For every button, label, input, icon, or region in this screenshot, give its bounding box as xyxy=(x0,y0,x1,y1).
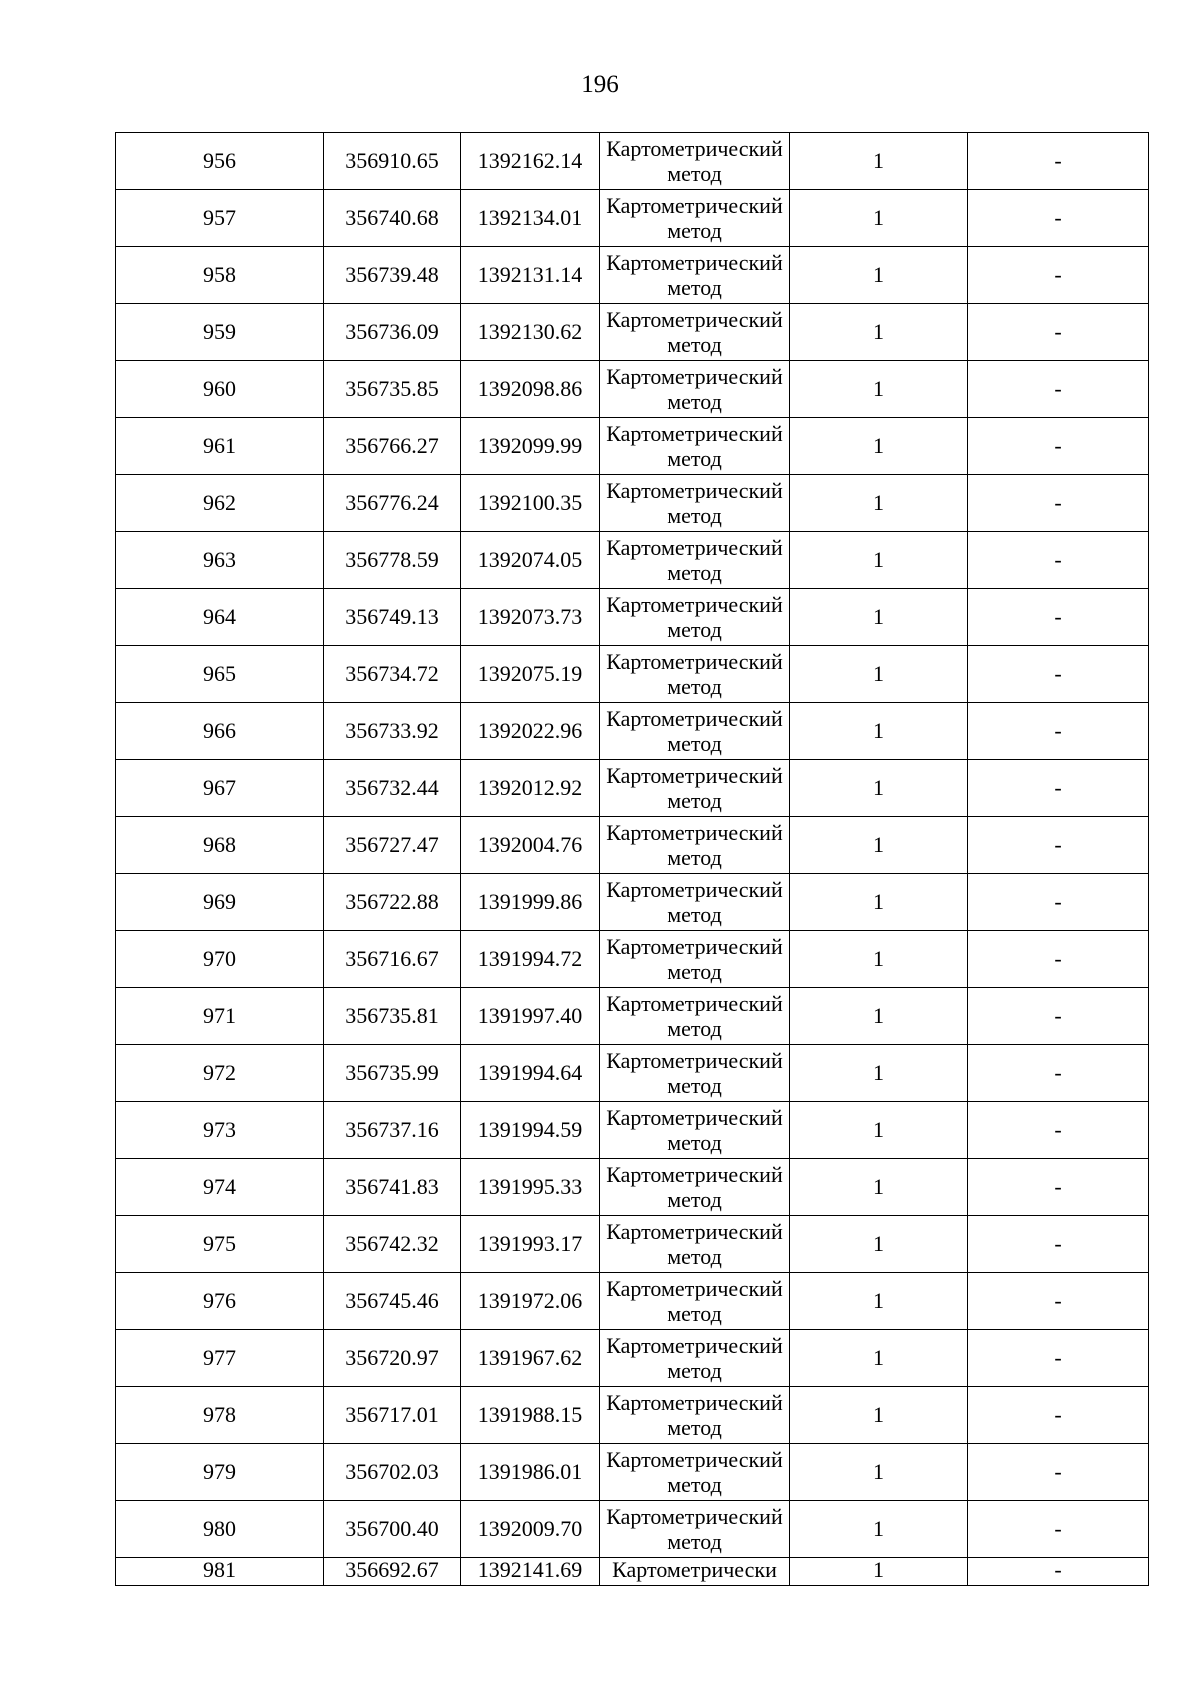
accuracy-cell: 1 xyxy=(790,703,968,760)
table-row xyxy=(116,361,1149,418)
point-number-cell: 980 xyxy=(116,1501,324,1558)
y-coordinate-cell: 1391986.01 xyxy=(461,1444,600,1501)
y-coordinate-cell: 1392100.35 xyxy=(461,475,600,532)
x-coordinate-cell: 356749.13 xyxy=(324,589,461,646)
y-coordinate-cell: 1392130.62 xyxy=(461,304,600,361)
x-coordinate-cell: 356778.59 xyxy=(324,532,461,589)
note-cell: - xyxy=(968,1444,1149,1501)
method-cell: Картометрический метод xyxy=(600,1102,790,1159)
y-coordinate-cell: 1392075.19 xyxy=(461,646,600,703)
y-coordinate-cell: 1392131.14 xyxy=(461,247,600,304)
point-number-cell: 962 xyxy=(116,475,324,532)
note-cell: - xyxy=(968,247,1149,304)
note-cell: - xyxy=(968,1330,1149,1387)
point-number-cell: 974 xyxy=(116,1159,324,1216)
table-row xyxy=(116,418,1149,475)
x-coordinate-cell: 356745.46 xyxy=(324,1273,461,1330)
accuracy-cell: 1 xyxy=(790,1387,968,1444)
y-coordinate-cell: 1391994.72 xyxy=(461,931,600,988)
x-coordinate-cell: 356720.97 xyxy=(324,1330,461,1387)
point-number-cell: 961 xyxy=(116,418,324,475)
x-coordinate-cell: 356742.32 xyxy=(324,1216,461,1273)
x-coordinate-cell: 356741.83 xyxy=(324,1159,461,1216)
table-row xyxy=(116,931,1149,988)
accuracy-cell: 1 xyxy=(790,190,968,247)
method-cell: Картометрический метод xyxy=(600,1444,790,1501)
table-row xyxy=(116,475,1149,532)
table-row xyxy=(116,1273,1149,1330)
accuracy-cell: 1 xyxy=(790,532,968,589)
table-row xyxy=(116,190,1149,247)
accuracy-cell: 1 xyxy=(790,475,968,532)
note-cell: - xyxy=(968,133,1149,190)
point-number-cell: 975 xyxy=(116,1216,324,1273)
accuracy-cell: 1 xyxy=(790,133,968,190)
x-coordinate-cell: 356736.09 xyxy=(324,304,461,361)
accuracy-cell: 1 xyxy=(790,817,968,874)
point-number-cell: 964 xyxy=(116,589,324,646)
y-coordinate-cell: 1392141.69 xyxy=(461,1558,600,1586)
note-cell: - xyxy=(968,1387,1149,1444)
method-cell: Картометрический метод xyxy=(600,1045,790,1102)
x-coordinate-cell: 356733.92 xyxy=(324,703,461,760)
x-coordinate-cell: 356734.72 xyxy=(324,646,461,703)
point-number-cell: 981 xyxy=(116,1558,324,1586)
note-cell: - xyxy=(968,703,1149,760)
y-coordinate-cell: 1392099.99 xyxy=(461,418,600,475)
method-cell: Картометрический метод xyxy=(600,1273,790,1330)
y-coordinate-cell: 1392022.96 xyxy=(461,703,600,760)
note-cell: - xyxy=(968,988,1149,1045)
method-cell: Картометрический метод xyxy=(600,418,790,475)
y-coordinate-cell: 1392074.05 xyxy=(461,532,600,589)
x-coordinate-cell: 356700.40 xyxy=(324,1501,461,1558)
table-row xyxy=(116,1387,1149,1444)
method-cell: Картометрический метод xyxy=(600,1216,790,1273)
y-coordinate-cell: 1392134.01 xyxy=(461,190,600,247)
accuracy-cell: 1 xyxy=(790,1330,968,1387)
accuracy-cell: 1 xyxy=(790,1045,968,1102)
table-row xyxy=(116,247,1149,304)
accuracy-cell: 1 xyxy=(790,1501,968,1558)
method-cell: Картометрический метод xyxy=(600,931,790,988)
point-number-cell: 973 xyxy=(116,1102,324,1159)
x-coordinate-cell: 356739.48 xyxy=(324,247,461,304)
accuracy-cell: 1 xyxy=(790,247,968,304)
note-cell: - xyxy=(968,1102,1149,1159)
method-cell: Картометрический метод xyxy=(600,1159,790,1216)
point-number-cell: 971 xyxy=(116,988,324,1045)
point-number-cell: 965 xyxy=(116,646,324,703)
note-cell: - xyxy=(968,1501,1149,1558)
point-number-cell: 970 xyxy=(116,931,324,988)
x-coordinate-cell: 356716.67 xyxy=(324,931,461,988)
point-number-cell: 969 xyxy=(116,874,324,931)
method-cell: Картометрический метод xyxy=(600,589,790,646)
accuracy-cell: 1 xyxy=(790,646,968,703)
table-row xyxy=(116,817,1149,874)
point-number-cell: 979 xyxy=(116,1444,324,1501)
table-row xyxy=(116,589,1149,646)
x-coordinate-cell: 356766.27 xyxy=(324,418,461,475)
method-cell: Картометрический метод xyxy=(600,703,790,760)
table-row xyxy=(116,1444,1149,1501)
y-coordinate-cell: 1392073.73 xyxy=(461,589,600,646)
method-cell: Картометрический метод xyxy=(600,1501,790,1558)
y-coordinate-cell: 1392009.70 xyxy=(461,1501,600,1558)
note-cell: - xyxy=(968,1273,1149,1330)
x-coordinate-cell: 356740.68 xyxy=(324,190,461,247)
x-coordinate-cell: 356735.81 xyxy=(324,988,461,1045)
x-coordinate-cell: 356727.47 xyxy=(324,817,461,874)
note-cell: - xyxy=(968,931,1149,988)
table-row xyxy=(116,1330,1149,1387)
note-cell: - xyxy=(968,589,1149,646)
method-cell: Картометрический метод xyxy=(600,988,790,1045)
method-cell: Картометрически xyxy=(600,1558,790,1586)
method-cell: Картометрический метод xyxy=(600,133,790,190)
note-cell: - xyxy=(968,190,1149,247)
accuracy-cell: 1 xyxy=(790,1102,968,1159)
method-cell: Картометрический метод xyxy=(600,874,790,931)
page-number: 196 xyxy=(581,71,619,98)
table-row xyxy=(116,1216,1149,1273)
table-row xyxy=(116,1159,1149,1216)
x-coordinate-cell: 356702.03 xyxy=(324,1444,461,1501)
y-coordinate-cell: 1392004.76 xyxy=(461,817,600,874)
method-cell: Картометрический метод xyxy=(600,190,790,247)
note-cell: - xyxy=(968,874,1149,931)
accuracy-cell: 1 xyxy=(790,304,968,361)
coordinates-table-body xyxy=(116,133,1149,1586)
y-coordinate-cell: 1391993.17 xyxy=(461,1216,600,1273)
y-coordinate-cell: 1391994.59 xyxy=(461,1102,600,1159)
method-cell: Картометрический метод xyxy=(600,760,790,817)
y-coordinate-cell: 1392012.92 xyxy=(461,760,600,817)
point-number-cell: 968 xyxy=(116,817,324,874)
x-coordinate-cell: 356717.01 xyxy=(324,1387,461,1444)
point-number-cell: 959 xyxy=(116,304,324,361)
point-number-cell: 958 xyxy=(116,247,324,304)
method-cell: Картометрический метод xyxy=(600,247,790,304)
accuracy-cell: 1 xyxy=(790,1444,968,1501)
x-coordinate-cell: 356776.24 xyxy=(324,475,461,532)
point-number-cell: 976 xyxy=(116,1273,324,1330)
point-number-cell: 960 xyxy=(116,361,324,418)
note-cell: - xyxy=(968,1216,1149,1273)
method-cell: Картометрический метод xyxy=(600,475,790,532)
x-coordinate-cell: 356735.99 xyxy=(324,1045,461,1102)
accuracy-cell: 1 xyxy=(790,1216,968,1273)
y-coordinate-cell: 1391994.64 xyxy=(461,1045,600,1102)
accuracy-cell: 1 xyxy=(790,931,968,988)
method-cell: Картометрический метод xyxy=(600,1330,790,1387)
x-coordinate-cell: 356910.65 xyxy=(324,133,461,190)
table-row xyxy=(116,133,1149,190)
note-cell: - xyxy=(968,646,1149,703)
accuracy-cell: 1 xyxy=(790,1558,968,1586)
accuracy-cell: 1 xyxy=(790,418,968,475)
table-row xyxy=(116,1102,1149,1159)
note-cell: - xyxy=(968,1159,1149,1216)
note-cell: - xyxy=(968,418,1149,475)
method-cell: Картометрический метод xyxy=(600,646,790,703)
note-cell: - xyxy=(968,532,1149,589)
accuracy-cell: 1 xyxy=(790,361,968,418)
point-number-cell: 978 xyxy=(116,1387,324,1444)
accuracy-cell: 1 xyxy=(790,874,968,931)
table-row xyxy=(116,760,1149,817)
point-number-cell: 967 xyxy=(116,760,324,817)
x-coordinate-cell: 356735.85 xyxy=(324,361,461,418)
method-cell: Картометрический метод xyxy=(600,532,790,589)
x-coordinate-cell: 356737.16 xyxy=(324,1102,461,1159)
y-coordinate-cell: 1391997.40 xyxy=(461,988,600,1045)
accuracy-cell: 1 xyxy=(790,988,968,1045)
point-number-cell: 957 xyxy=(116,190,324,247)
accuracy-cell: 1 xyxy=(790,1159,968,1216)
point-number-cell: 966 xyxy=(116,703,324,760)
point-number-cell: 956 xyxy=(116,133,324,190)
table-row xyxy=(116,532,1149,589)
note-cell: - xyxy=(968,760,1149,817)
x-coordinate-cell: 356692.67 xyxy=(324,1558,461,1586)
table-row xyxy=(116,1558,1149,1586)
x-coordinate-cell: 356732.44 xyxy=(324,760,461,817)
method-cell: Картометрический метод xyxy=(600,361,790,418)
table-row xyxy=(116,304,1149,361)
note-cell: - xyxy=(968,1558,1149,1586)
note-cell: - xyxy=(968,304,1149,361)
method-cell: Картометрический метод xyxy=(600,1387,790,1444)
table-row xyxy=(116,646,1149,703)
accuracy-cell: 1 xyxy=(790,760,968,817)
method-cell: Картометрический метод xyxy=(600,817,790,874)
method-cell: Картометрический метод xyxy=(600,304,790,361)
y-coordinate-cell: 1391999.86 xyxy=(461,874,600,931)
note-cell: - xyxy=(968,475,1149,532)
x-coordinate-cell: 356722.88 xyxy=(324,874,461,931)
accuracy-cell: 1 xyxy=(790,589,968,646)
table-row xyxy=(116,1045,1149,1102)
note-cell: - xyxy=(968,817,1149,874)
note-cell: - xyxy=(968,361,1149,418)
note-cell: - xyxy=(968,1045,1149,1102)
coordinates-table xyxy=(115,132,1149,1586)
y-coordinate-cell: 1391967.62 xyxy=(461,1330,600,1387)
accuracy-cell: 1 xyxy=(790,1273,968,1330)
y-coordinate-cell: 1391972.06 xyxy=(461,1273,600,1330)
table-row xyxy=(116,703,1149,760)
table-row xyxy=(116,874,1149,931)
y-coordinate-cell: 1391988.15 xyxy=(461,1387,600,1444)
y-coordinate-cell: 1392098.86 xyxy=(461,361,600,418)
point-number-cell: 972 xyxy=(116,1045,324,1102)
point-number-cell: 977 xyxy=(116,1330,324,1387)
y-coordinate-cell: 1391995.33 xyxy=(461,1159,600,1216)
table-row xyxy=(116,988,1149,1045)
table-row xyxy=(116,1501,1149,1558)
point-number-cell: 963 xyxy=(116,532,324,589)
y-coordinate-cell: 1392162.14 xyxy=(461,133,600,190)
